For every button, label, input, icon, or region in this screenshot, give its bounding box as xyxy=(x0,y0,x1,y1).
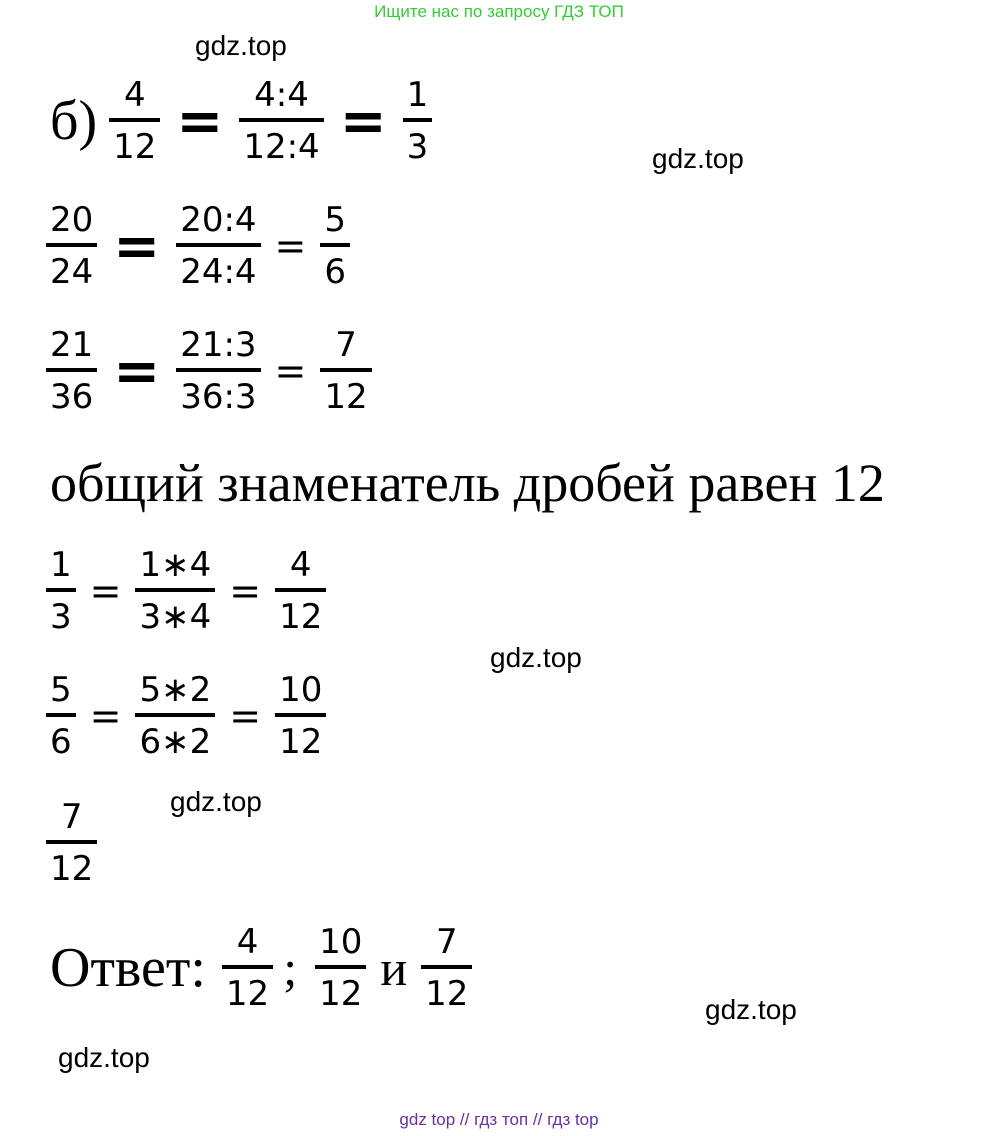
denominator: 24 xyxy=(46,243,97,289)
denominator: 24:4 xyxy=(176,243,260,289)
fraction xyxy=(46,797,97,889)
fraction xyxy=(46,545,76,637)
fraction xyxy=(320,325,371,417)
denominator: 12 xyxy=(46,840,97,886)
fraction xyxy=(176,200,260,292)
numerator: 5 xyxy=(324,200,347,240)
numerator: 7 xyxy=(335,325,357,365)
watermark: gdz.top xyxy=(195,30,287,61)
numerator: 7 xyxy=(435,922,458,962)
conjunction: и xyxy=(380,940,408,996)
numerator: 5 xyxy=(50,670,72,710)
fraction xyxy=(135,670,215,762)
denominator: 3∗4 xyxy=(135,588,215,634)
fraction xyxy=(275,670,326,762)
fraction xyxy=(46,325,97,417)
equals-sign: = xyxy=(274,349,307,393)
equation-line-4 xyxy=(46,545,326,637)
answer-line xyxy=(50,922,472,1014)
numerator: 10 xyxy=(279,670,323,710)
denominator: 12:4 xyxy=(239,118,323,164)
fraction xyxy=(403,75,433,167)
separator: ; xyxy=(283,940,298,996)
denominator: 3 xyxy=(403,118,433,164)
fraction xyxy=(315,922,366,1014)
numerator: 4 xyxy=(236,922,259,962)
equation-line-3 xyxy=(46,325,372,417)
numerator: 7 xyxy=(60,797,83,837)
common-denominator-statement: общий знаменатель дробей равен 12 xyxy=(50,453,885,513)
watermark: gdz.top xyxy=(490,642,582,673)
fraction xyxy=(421,922,472,1014)
equals-sign: = xyxy=(113,213,161,279)
denominator: 36 xyxy=(46,368,97,414)
watermark: gdz.top xyxy=(705,994,797,1025)
denominator: 3 xyxy=(46,588,76,634)
search-banner: Ищите нас по запросу ГДЗ ТОП xyxy=(374,2,624,21)
equals-sign: = xyxy=(229,569,262,613)
part-label: б) xyxy=(50,90,98,152)
fraction xyxy=(320,200,350,292)
fraction xyxy=(46,200,97,292)
numerator: 1 xyxy=(406,75,429,115)
denominator: 12 xyxy=(315,965,366,1011)
fraction xyxy=(239,75,323,167)
denominator: 12 xyxy=(109,118,160,164)
fraction xyxy=(176,325,260,417)
fraction xyxy=(109,75,160,167)
equation-line-1 xyxy=(50,75,432,167)
numerator: 4 xyxy=(123,75,146,115)
numerator: 21 xyxy=(50,325,94,365)
denominator: 6 xyxy=(46,713,76,759)
fraction xyxy=(222,922,273,1014)
equals-sign: = xyxy=(89,694,122,738)
numerator: 1 xyxy=(50,545,72,585)
fraction xyxy=(275,545,326,637)
denominator: 12 xyxy=(275,588,326,634)
denominator: 6∗2 xyxy=(135,713,215,759)
numerator: 21:3 xyxy=(180,325,257,365)
equals-sign: = xyxy=(89,569,122,613)
watermark: gdz.top xyxy=(58,1042,150,1073)
denominator: 12 xyxy=(275,713,326,759)
denominator: 36:3 xyxy=(176,368,260,414)
watermark: gdz.top xyxy=(652,143,744,174)
equals-sign: = xyxy=(339,88,387,154)
denominator: 6 xyxy=(320,243,350,289)
numerator: 20:4 xyxy=(180,200,257,240)
equals-sign: = xyxy=(274,224,307,268)
denominator: 12 xyxy=(421,965,472,1011)
watermark: gdz.top xyxy=(170,786,262,817)
numerator: 5∗2 xyxy=(139,670,212,710)
equals-sign: = xyxy=(176,88,224,154)
equation-line-5 xyxy=(46,670,326,762)
denominator: 12 xyxy=(222,965,273,1011)
equals-sign: = xyxy=(229,694,262,738)
answer-label: Ответ: xyxy=(50,937,206,999)
footer-links: gdz top // гдз топ // гдз top xyxy=(399,1110,599,1129)
fraction xyxy=(46,670,76,762)
equation-line-2 xyxy=(46,200,350,292)
numerator: 1∗4 xyxy=(139,545,212,585)
numerator: 20 xyxy=(50,200,94,240)
equals-sign: = xyxy=(113,338,161,404)
numerator: 4:4 xyxy=(254,75,309,115)
numerator: 10 xyxy=(319,922,363,962)
fraction xyxy=(135,545,215,637)
equation-line-6 xyxy=(46,797,97,889)
numerator: 4 xyxy=(289,545,312,585)
denominator: 12 xyxy=(320,368,371,414)
